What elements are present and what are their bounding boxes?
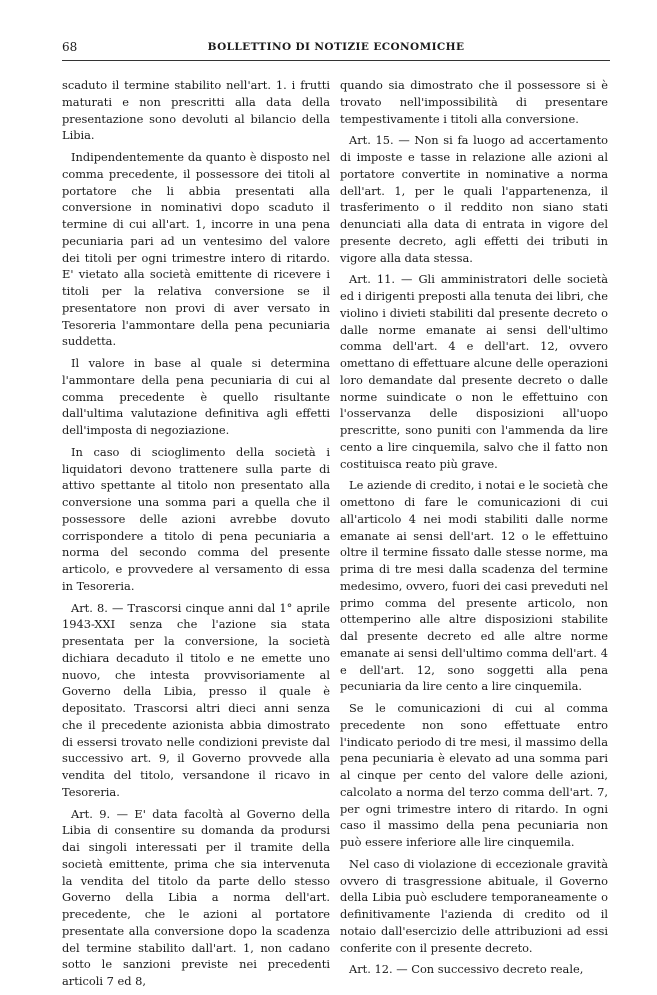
article-9-paragraph: Art. 9. — E' data facoltà al Governo della Libia di consentire su domanda da prodursi dai singoli interessati per il tramite della società emittente, prima che sia intervenuta la vendita del titolo da parte dello stesso Governo della Libia a norma dell'art. precedente, che le azioni al portatore presentate alla conversione dopo la scadenza del termine stabilito dall'art. 1, non cadano sotto le sanzioni previste nei precedenti articoli 7 ed 8, <box>62 806 330 988</box>
paragraph: scaduto il termine stabilito nell'art. 1. i frutti maturati e non prescritti alla data della presentazione sono devoluti al bilancio della Libia. <box>62 78 330 143</box>
page-number: 68 <box>62 40 78 54</box>
article-8-paragraph: Art. 8. — Trascorsi cinque anni dal 1° aprile 1943-XXI senza che l'azione sia stata presentata per la conversione, la società dichiara decaduto il titolo e ne emette uno nuovo, che intesta provvisoriamente al Governo della Libia, presso il quale è depositato. Trascorsi altri dieci anni senza che il precedente azionista abbia dimostrato di essersi trovato nelle condizioni previste dal successivo art. 9, il Governo provvede alla vendita del titolo, versandone il ricavo in Tesoreria. <box>62 600 330 799</box>
paragraph: Indipendentemente da quanto è disposto nel comma precedente, il possessore dei titoli al portatore che li abbia presentati alla conversione in nominativi dopo scaduto il termine di cui all'art. 1, incorre in una pena pecuniaria pari ad un ventesimo del valore dei titoli per ogni trimestre intero di ritardo. E' vietato alla società emittente di ricevere i titoli per la relativa conversione se il presentatore non provi di aver versato in Tesoreria l'ammontare della pena pecuniaria suddetta. <box>62 150 330 349</box>
left-column <box>62 77 330 995</box>
page-header <box>62 40 610 58</box>
paragraph: quando sia dimostrato che il possessore si è trovato nell'impossibilità di presentare tempestivamente i titoli alla conversione. <box>340 78 608 126</box>
paragraph: Le aziende di credito, i notai e le società che omettono di fare le comunicazioni di cui all'articolo 4 nei modi stabiliti dalle norme emanate ai sensi dell'art. 12 o le effettuino oltre il termine fissato dalle stesse norme, ma prima di tre mesi dalla scadenza del termine medesimo, ovvero, fuori dei casi preveduti nel primo comma del presente articolo, non ottemperino alle altre disposizioni stabilite dal presente decreto ed alle altre norme emanate ai sensi dell'ultimo comma dell'art. 4 e dell'art. 12, sono soggetti alla pena pecuniaria da lire cento a lire cinquemila. <box>340 478 608 694</box>
header-rule <box>62 60 610 61</box>
right-column <box>340 77 608 983</box>
paragraph: Nel caso di violazione di eccezionale gravità ovvero di trasgressione abituale, il Governo della Libia può escludere temporaneamente o definitivamente l'azienda di credito od il notaio dall'esercizio delle attribuzioni ad essi conferite con il presente decreto. <box>340 856 608 955</box>
article-12-paragraph: Art. 12. — Con successivo decreto reale, <box>349 962 584 977</box>
paragraph: In caso di scioglimento della società i liquidatori devono trattenere sulla parte di attivo spettante al titolo non presentato alla conversione una somma pari a quella che il possessore delle azioni avrebbe dovuto corrispondere a titolo di pena pecuniaria a norma del secondo comma del presente articolo, e provvedere al versamento di essa in Tesoreria. <box>62 444 330 593</box>
article-15-paragraph: Art. 15. — Non si fa luogo ad accertamento di imposte e tasse in relazione alle azioni al portatore convertite in nominative a norma dell'art. 1, per le quali l'appartenenza, il trasferimento o il reddito non siano stati denunciati alla data di entrata in vigore del presente decreto, agli effetti dei tributi in vigore alla data stessa. <box>340 133 608 265</box>
paragraph: Se le comunicazioni di cui al comma precedente non sono effettuate entro l'indicato periodo di tre mesi, il massimo della pena pecuniaria è elevato ad una somma pari al cinque per cento del valore delle azioni, calcolato a norma del terzo comma dell'art. 7, per ogni trimestre intero di ritardo. In ogni caso il massimo della pena pecuniaria non può essere inferiore alle lire cinquemila. <box>340 701 608 849</box>
article-11-paragraph: Art. 11. — Gli amministratori delle società ed i dirigenti preposti alla tenuta dei libri, che violino i divieti stabiliti dal presente decreto o dalle norme emanate ai sensi dell'ultimo comma dell'art. 4 e dell'art. 12, ovvero omettano di effettuare alcune delle operazioni loro demandate dal presente decreto o dalle norme suindicate o non le effettuino con l'osservanza delle disposizioni all'uopo prescritte, sono puniti con l'ammenda da lire cento a lire cinquemila, salvo che il fatto non costituisca reato più grave. <box>340 272 608 471</box>
paragraph: Il valore in base al quale si determina l'ammontare della pena pecuniaria di cui al comma precedente è quello risultante dall'ultima valutazione definitiva agli effetti dell'imposta di negoziazione. <box>62 356 330 437</box>
running-title: BOLLETTINO DI NOTIZIE ECONOMICHE <box>207 41 465 53</box>
